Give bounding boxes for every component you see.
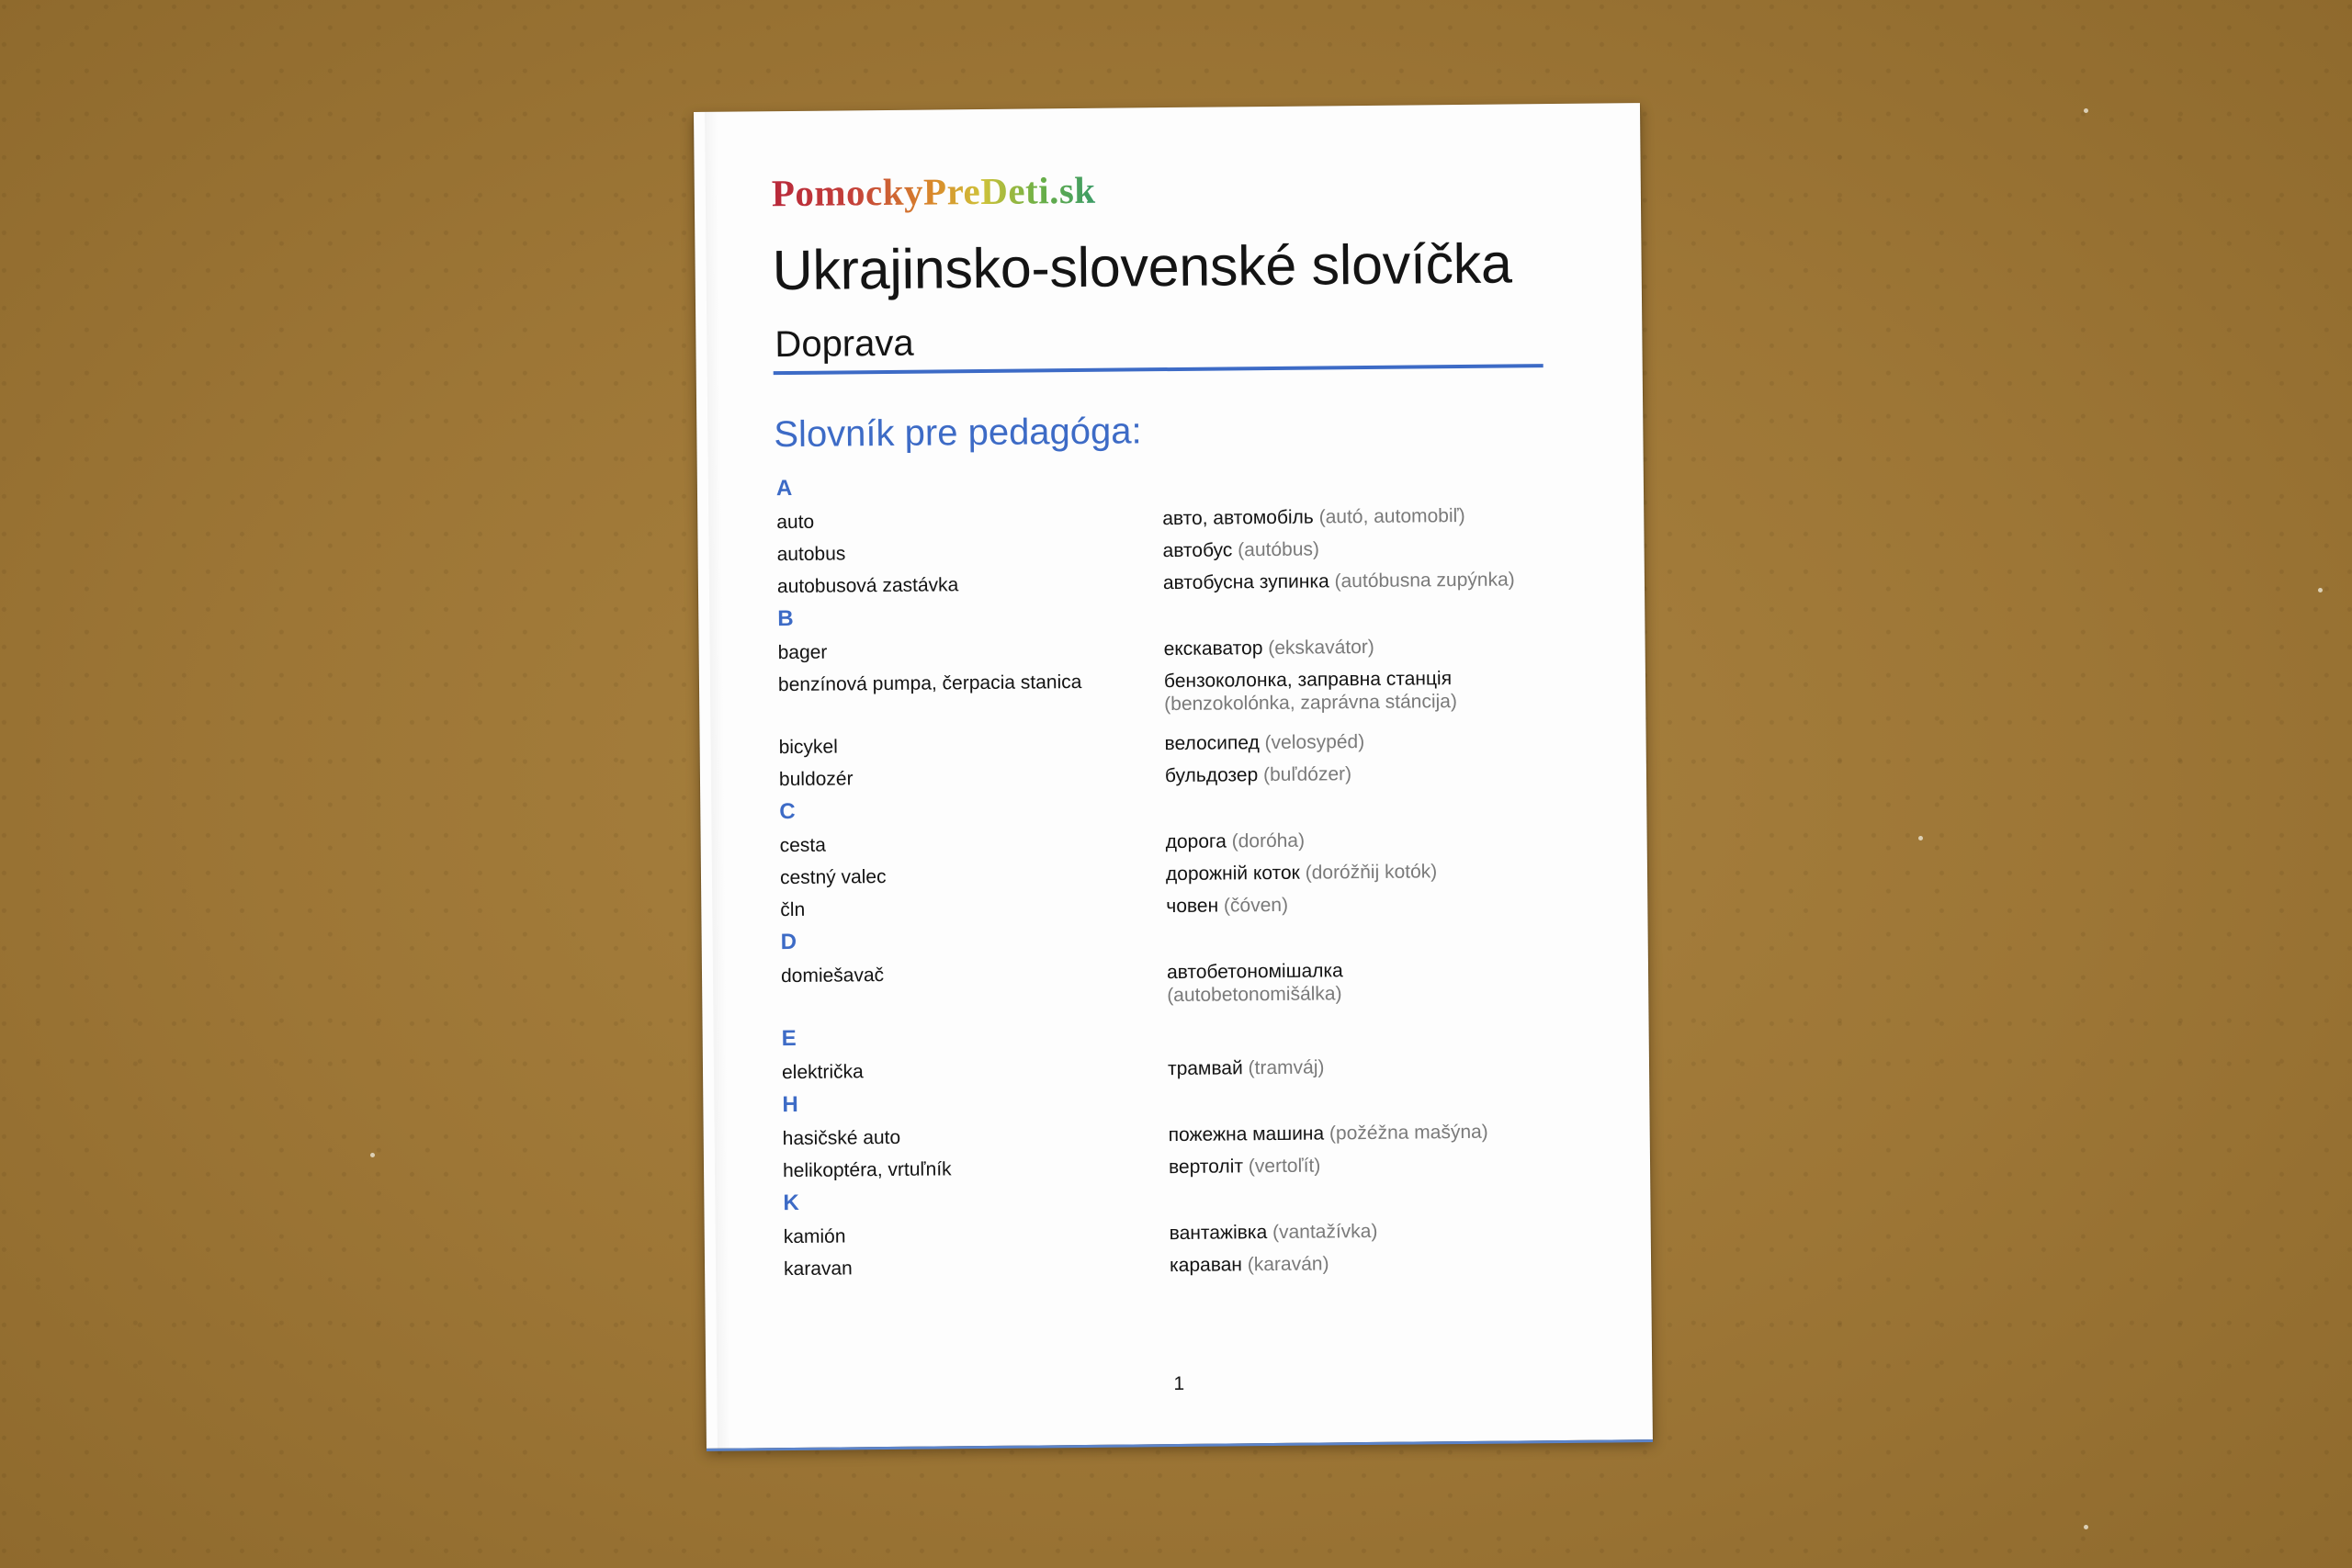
ukrainian-word: автобетономішалка (1166, 960, 1343, 984)
transliteration: (buľdózer) (1262, 763, 1352, 786)
ukrainian-word-group (1170, 1218, 1574, 1245)
ukrainian-word: екскаватор (1163, 637, 1263, 660)
slovak-word: autobus (776, 543, 846, 566)
booklet-page (694, 103, 1653, 1449)
ukrainian-word-group (1165, 761, 1569, 787)
dictionary-entry (784, 1218, 1574, 1248)
transliteration: (tramváj) (1248, 1056, 1325, 1079)
dictionary-list (776, 469, 1574, 1290)
ukrainian-word-group (1166, 859, 1570, 886)
brand-logo: PomockyPreDeti.sk (771, 168, 1096, 215)
slovak-word: bicykel (778, 736, 838, 759)
ukrainian-word: автобус (1162, 539, 1233, 562)
dictionary-entry (777, 568, 1567, 598)
ukrainian-word-group (1166, 827, 1570, 853)
ukrainian-word: бульдозер (1164, 764, 1259, 787)
background-speck (2084, 108, 2088, 113)
transliteration: (čóven) (1223, 894, 1289, 917)
slovak-word: električka (781, 1061, 864, 1084)
ukrainian-word-group (1169, 1120, 1573, 1146)
ukrainian-word-group (1164, 634, 1568, 660)
dictionary-entry (783, 1152, 1573, 1182)
ukrainian-word-group (1164, 666, 1568, 716)
ukrainian-word: вертоліт (1168, 1156, 1244, 1179)
dictionary-entry (777, 536, 1567, 566)
slovak-word: kamión (783, 1225, 846, 1248)
slovak-word: cesta (779, 834, 826, 857)
dictionary-entry (784, 1250, 1574, 1280)
letter-heading: K (783, 1190, 799, 1216)
letter-heading: E (781, 1025, 797, 1052)
ukrainian-word-group (1162, 536, 1566, 562)
letter-heading: B (777, 605, 794, 632)
dictionary-entry (776, 503, 1566, 534)
transliteration: (doróha) (1231, 829, 1306, 852)
slovak-word: karavan (783, 1258, 853, 1280)
ukrainian-word: автобусна зупинка (1162, 570, 1329, 594)
ukrainian-word-group (1168, 1054, 1572, 1080)
background-speck (2318, 588, 2323, 592)
dictionary-entry (778, 666, 1568, 719)
dictionary-entry (781, 957, 1571, 1010)
letter-heading: A (775, 475, 793, 502)
ukrainian-word-group (1163, 568, 1567, 594)
dictionary-entry (782, 1054, 1572, 1084)
transliteration: (benzokolónka, zaprávna stáncija) (1164, 691, 1457, 716)
page-title: Ukrajinsko-slovenské slovíčka (772, 231, 1512, 302)
slovak-word: hasičské auto (782, 1126, 901, 1150)
transliteration: (karaván) (1247, 1253, 1329, 1276)
ukrainian-word-group (1169, 1152, 1573, 1179)
transliteration: (doróžňij kotók) (1305, 861, 1438, 884)
slovak-word: domiešavač (780, 964, 885, 987)
ukrainian-word: бензоколонка, заправна станція (1163, 668, 1453, 693)
ukrainian-word: дорога (1165, 830, 1227, 853)
page-subtitle: Doprava (775, 322, 914, 366)
ukrainian-word-group (1167, 957, 1571, 1007)
slovak-word: autobusová zastávka (776, 574, 959, 598)
slovak-word: benzínová pumpa, čerpacia stanica (777, 671, 1082, 696)
ukrainian-word: дорожній коток (1165, 862, 1300, 886)
section-heading: Slovník pre pedagóga: (774, 411, 1142, 456)
title-divider (774, 364, 1544, 375)
dictionary-entry (778, 634, 1568, 664)
transliteration: (vertoľít) (1248, 1155, 1321, 1178)
dictionary-entry (780, 859, 1570, 889)
background-speck (370, 1153, 375, 1157)
ukrainian-word-group (1170, 1250, 1574, 1277)
page-number: 1 (1173, 1372, 1185, 1395)
ukrainian-word-group (1166, 891, 1570, 918)
transliteration: (autóbus) (1238, 538, 1320, 561)
slovak-word: bager (777, 641, 828, 664)
ukrainian-word: авто, автомобіль (1162, 506, 1314, 530)
ukrainian-word: човен (1166, 895, 1219, 918)
dictionary-entry (783, 1120, 1573, 1150)
transliteration: (vantažívka) (1272, 1220, 1378, 1244)
ukrainian-word-group (1162, 503, 1566, 530)
ukrainian-word-group (1165, 728, 1569, 755)
transliteration: (požéžna mašýna) (1329, 1121, 1488, 1145)
slovak-word: buldozér (778, 768, 854, 791)
dictionary-entry (779, 728, 1569, 759)
letter-heading: H (782, 1091, 798, 1118)
slovak-word: helikoptéra, vrtuľník (782, 1158, 952, 1182)
transliteration: (velosypéd) (1264, 731, 1365, 754)
dictionary-entry (780, 891, 1570, 921)
ukrainian-word: караван (1169, 1254, 1243, 1277)
slovak-word: auto (776, 511, 815, 534)
dictionary-entry (779, 761, 1569, 791)
transliteration: (ekskavátor) (1268, 636, 1374, 660)
transliteration: (autobetonomišálka) (1167, 983, 1342, 1007)
slovak-word: čln (780, 898, 806, 921)
transliteration: (autóbusna zupýnka) (1334, 569, 1515, 592)
ukrainian-word: вантажівка (1169, 1222, 1268, 1245)
letter-heading: D (780, 929, 797, 955)
ukrainian-word: велосипед (1164, 732, 1260, 755)
background-speck (1918, 836, 1923, 840)
dictionary-entry (780, 827, 1570, 857)
slovak-word: cestný valec (779, 866, 887, 889)
transliteration: (autó, automobiľ) (1318, 504, 1465, 528)
ukrainian-word: трамвай (1167, 1057, 1243, 1080)
letter-heading: C (779, 798, 796, 825)
ukrainian-word: пожежна машина (1168, 1122, 1325, 1146)
background-speck (2084, 1525, 2088, 1529)
